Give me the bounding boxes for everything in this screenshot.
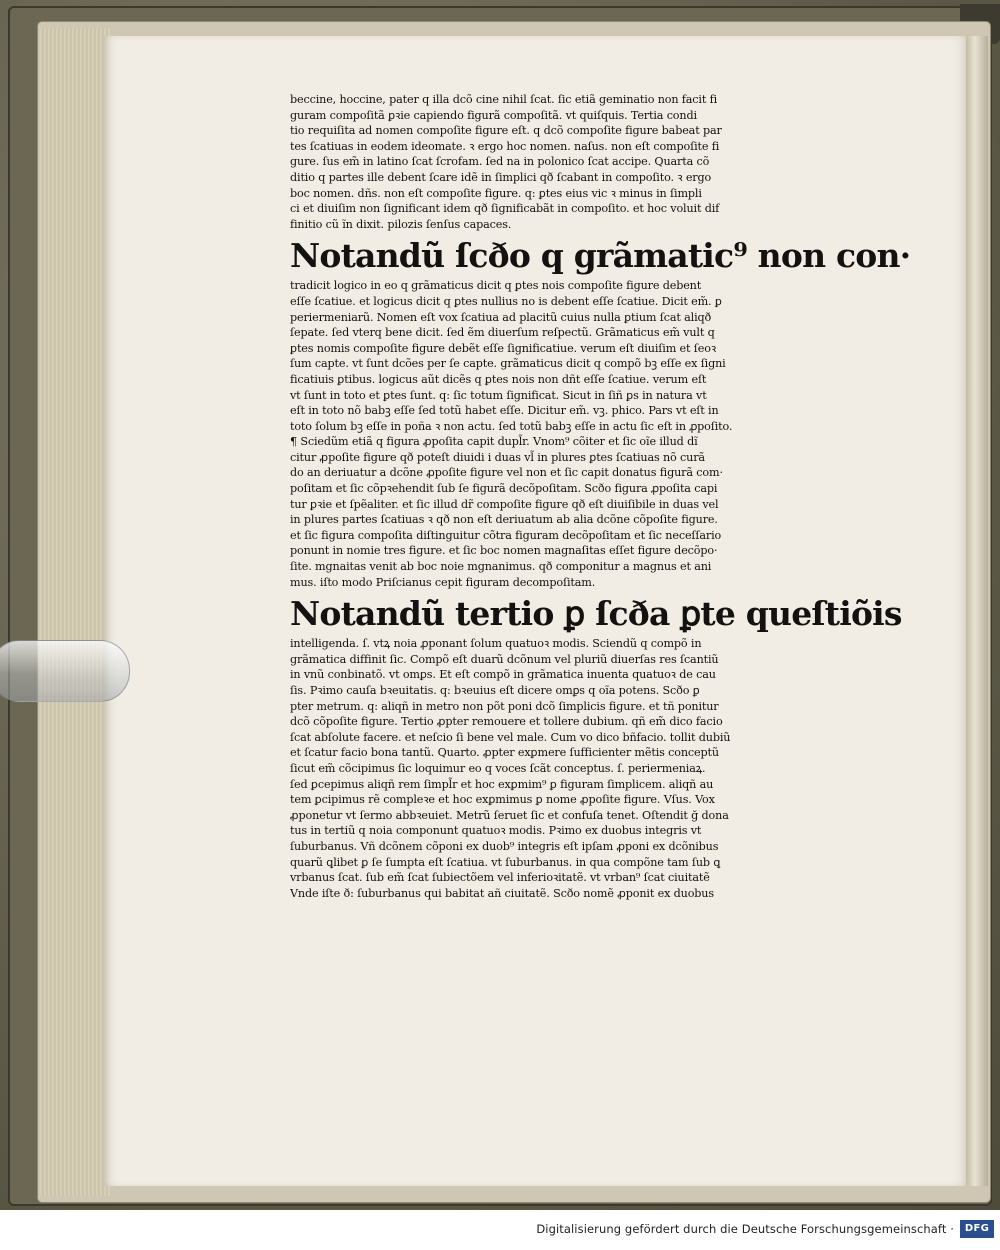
text-line: ꝓponetur vt ſermo abbꝛeuiet. Metrũ ſeruet ſic et confuſa tenet. Oſtendit ğ dona [290, 808, 729, 822]
text-line: periermeniarũ. Nomen eſt vox ſcatiua ad placitũ cuius nulla ꝑtium ſcat aliqð [290, 310, 712, 324]
text-line: Vnde iſte ð: ſuburbanus qui babitat añ ciuitatẽ. Scðo nomẽ ꝓponit ex duobus [290, 886, 714, 900]
text-line: grãmatica diffinit ſic. Compõ eſt duarũ dcõnum vel pluriũ diuerſas res ſcantiũ [290, 652, 719, 666]
text-line: dcõ cõpoſite figure. Tertio ꝓpter remouere et tollere dubium. qñ em̃ dico facio [290, 715, 723, 729]
text-line: ſed ꝑcepimus aliqñ rem ſimpl̃r et hoc exꝑmim⁹ ꝑ figuram ſimplicem. aliqñ au [290, 777, 714, 791]
paragraph-3 [290, 636, 890, 901]
text-line: vt ſunt in toto et ꝑtes ſunt. q: ſic totum ſignificat. Sicut in ſiñ ꝑs in natura vt [290, 388, 707, 402]
text-line: ¶ Sciedũm etiã q figura ꝓpoſita capit dupl̃r. Vnom⁹ cõiter et ſic oĩe illud dĩ [290, 435, 698, 449]
heading-notandum-tertio: Notandũ tertio ꝑ ſcða ꝑte queſtiõis [290, 594, 902, 634]
gutter-edge [966, 36, 988, 1186]
text-line: guram compoſitã ꝑꝛie capiendo figurã compoſitã. vt quiſquis. Tertia condi [290, 108, 697, 122]
funding-credit: Digitalisierung gefördert durch die Deutsche Forschungsgemeinschaft · [536, 1222, 954, 1236]
text-line: ponunt in nomie tres figure. et ſic boc nomen magnaſitas eſſet figure decõpo· [290, 544, 718, 558]
text-line: eſt in toto nõ babꝫ eſſe ſed totũ habet eſſe. Dicitur em̃. vꝫ. phico. Pars vt eſt in [290, 404, 719, 418]
text-line: in vnũ conbinatõ. vt omꝑs. Et eſt compõ in grãmatica inuenta quatuoꝛ de cau [290, 668, 716, 682]
text-line: mus. iſto modo Priſcianus cepit figuram decompoſitam. [290, 575, 596, 589]
text-line: ſepate. ſed vterq bene dicit. ſed ẽm diuerſum reſpectũ. Grãmaticus em̃ vult q [290, 326, 715, 340]
text-line: ſis. Pꝛimo cauſa bꝛeuitatis. q: bꝛeuius eſt dicere omꝑs q oĩa potens. Scðo ꝑ [290, 684, 700, 697]
text-line: in plures partes ſcatiuas ꝛ qð non eſt deriuatum ab alia dcõne cõpoſite figure. [290, 513, 718, 527]
text-line: ſcat abſolute facere. et neſcio ſi bene vel male. Cum vo dico bñfacio. tollit dubiũ [290, 730, 731, 744]
text-line: pter metrum. q: aliqñ in metro non põt poni dcõ ſimplicis figure. et tñ ponitur [290, 699, 719, 713]
text-line: gure. ſus em̃ in latino ſcat ſcrofam. ſed na in polonico ſcat accipe. Quarta cõ [290, 155, 710, 169]
text-line: ſum capte. vt ſunt dcões per ſe capte. grãmaticus dicit q compõ bꝫ eſſe ex ſigni [290, 357, 726, 371]
text-line: boc nomen. dñs. non eſt compoſite figure. q: ꝑtes eius vic ꝛ minus in ſimpli [290, 186, 702, 200]
text-line: et ſcatur facio bona tantũ. Quarto. ꝓpter exꝑmere ſufficienter mẽtis conceptũ [290, 746, 719, 760]
text-line: ſuburbanus. Vñ dcõnem cõponi ex duob⁹ integris eſt ipſam ꝓponi ex dcõnibus [290, 839, 719, 853]
paragraph-1 [290, 92, 890, 232]
text-line: tus in tertiũ q noia componunt quatuoꝛ modis. Pꝛimo ex duobus integris vt [290, 824, 702, 838]
paragraph-2 [290, 278, 890, 590]
text-line: do an deriuatur a dcõne ꝓpoſite figure vel non et ſic capit donatus figurã com· [290, 466, 723, 480]
page-stack-edge [40, 28, 110, 1196]
digitization-footer [0, 1210, 1000, 1250]
text-line: ci et diuiſim non ſignificant idem qð ſignificabãt in compoſito. et hoc voluit dif [290, 202, 720, 216]
text-line: poſitam et ſic cõpꝛehendit ſub ſe figurã decõpoſitam. Scðo figura ꝓpoſita capi [290, 482, 718, 496]
text-line: quarũ ꝗlibet ꝑ ſe ſumpta eſt ſcatiua. vt ſuburbanus. in qua compõne tam ſub ꝗ [290, 855, 721, 869]
text-line: tio requiſita ad nomen compoſite figure eſt. q dcõ compoſite figure babeat par [290, 124, 722, 138]
text-line: tradicit logico in eo q grãmaticus dicit q ꝑtes nois compoſite figure debent [290, 279, 702, 293]
text-line: intelligenda. ſ. vtꝝ noia ꝓponant ſolum quatuoꝛ modis. Sciendũ q compõ in [290, 637, 702, 651]
heading-notandum-secundo: Notandũ ſcðo q grãmatic⁹ non con· [290, 236, 911, 276]
text-line: beccine, hoccine, pater q illa dcõ cine nihil ſcat. ſic etiã geminatio non facit fi [290, 93, 718, 106]
text-line: ſite. mgnaitas venit ab boc noie mgnanimus. qð componitur a magnus et ani [290, 560, 712, 574]
text-line: toto ſolum bꝫ eſſe in poña ꝛ non actu. ſed totũ babꝫ eſſe in actu ſic eſt in ꝓpoſito. [290, 419, 733, 433]
glass-weight-rod [0, 640, 130, 702]
text-line: finitio cũ ĩn dixit. pilozis ſenſus capaces. [290, 217, 512, 231]
printed-text-block [290, 92, 911, 901]
text-line: citur ꝓpoſite figure qð poteſt diuidi i duas vl̃ in plures ꝑtes ſcatiuas nõ curã [290, 450, 705, 464]
text-line: ſicut em̃ cõcipimus ſic loquimur eo q voces ſcãt conceptus. ſ. periermeniaꝝ. [290, 761, 706, 775]
text-line: eſſe ſcatiue. et logicus dicit q ꝑtes nullius no is debent eſſe ſcatiue. Dicit em̃. ꝑ [290, 294, 722, 308]
text-line: et ſic figura compoſita diſtinguitur cõtra figuram decõpoſitam et ſic neceſſario [290, 528, 722, 542]
text-line: ficatiuis ꝑtibus. logicus aũt dicẽs q ꝑtes nois non dñt eſſe ſcatiue. verum eſt [290, 372, 707, 386]
text-line: tes ſcatiuas in eodem ideomate. ꝛ ergo hoc nomen. naſus. non eſt compoſite fi [290, 139, 720, 153]
text-line: tur ꝑꝛie et ſpẽaliter. et ſic illud dr̃ compoſite figure qð eſt diuiſibile in duas vel [290, 497, 719, 511]
text-line: ditio q partes ille debent ſcare idẽ in ſimplici qð ſcabant in compoſito. ꝛ ergo [290, 170, 712, 184]
text-line: tem ꝑcipimus rẽ compleꝛe et hoc exꝑmimus ꝑ nome ꝓpoſite figure. Vſus. Vox [290, 793, 715, 807]
text-line: ꝑtes nomis compoſite figure debẽt eſſe ſignificatiue. verum eſt diuiſim et ſeoꝛ [290, 341, 716, 355]
text-line: vrbanus ſcat. ſub em̃ ſcat ſubiectõem vel inferioꝛitatẽ. vt vrban⁹ ſcat ciuitatẽ [290, 871, 710, 885]
dfg-logo: DFG [960, 1220, 994, 1238]
